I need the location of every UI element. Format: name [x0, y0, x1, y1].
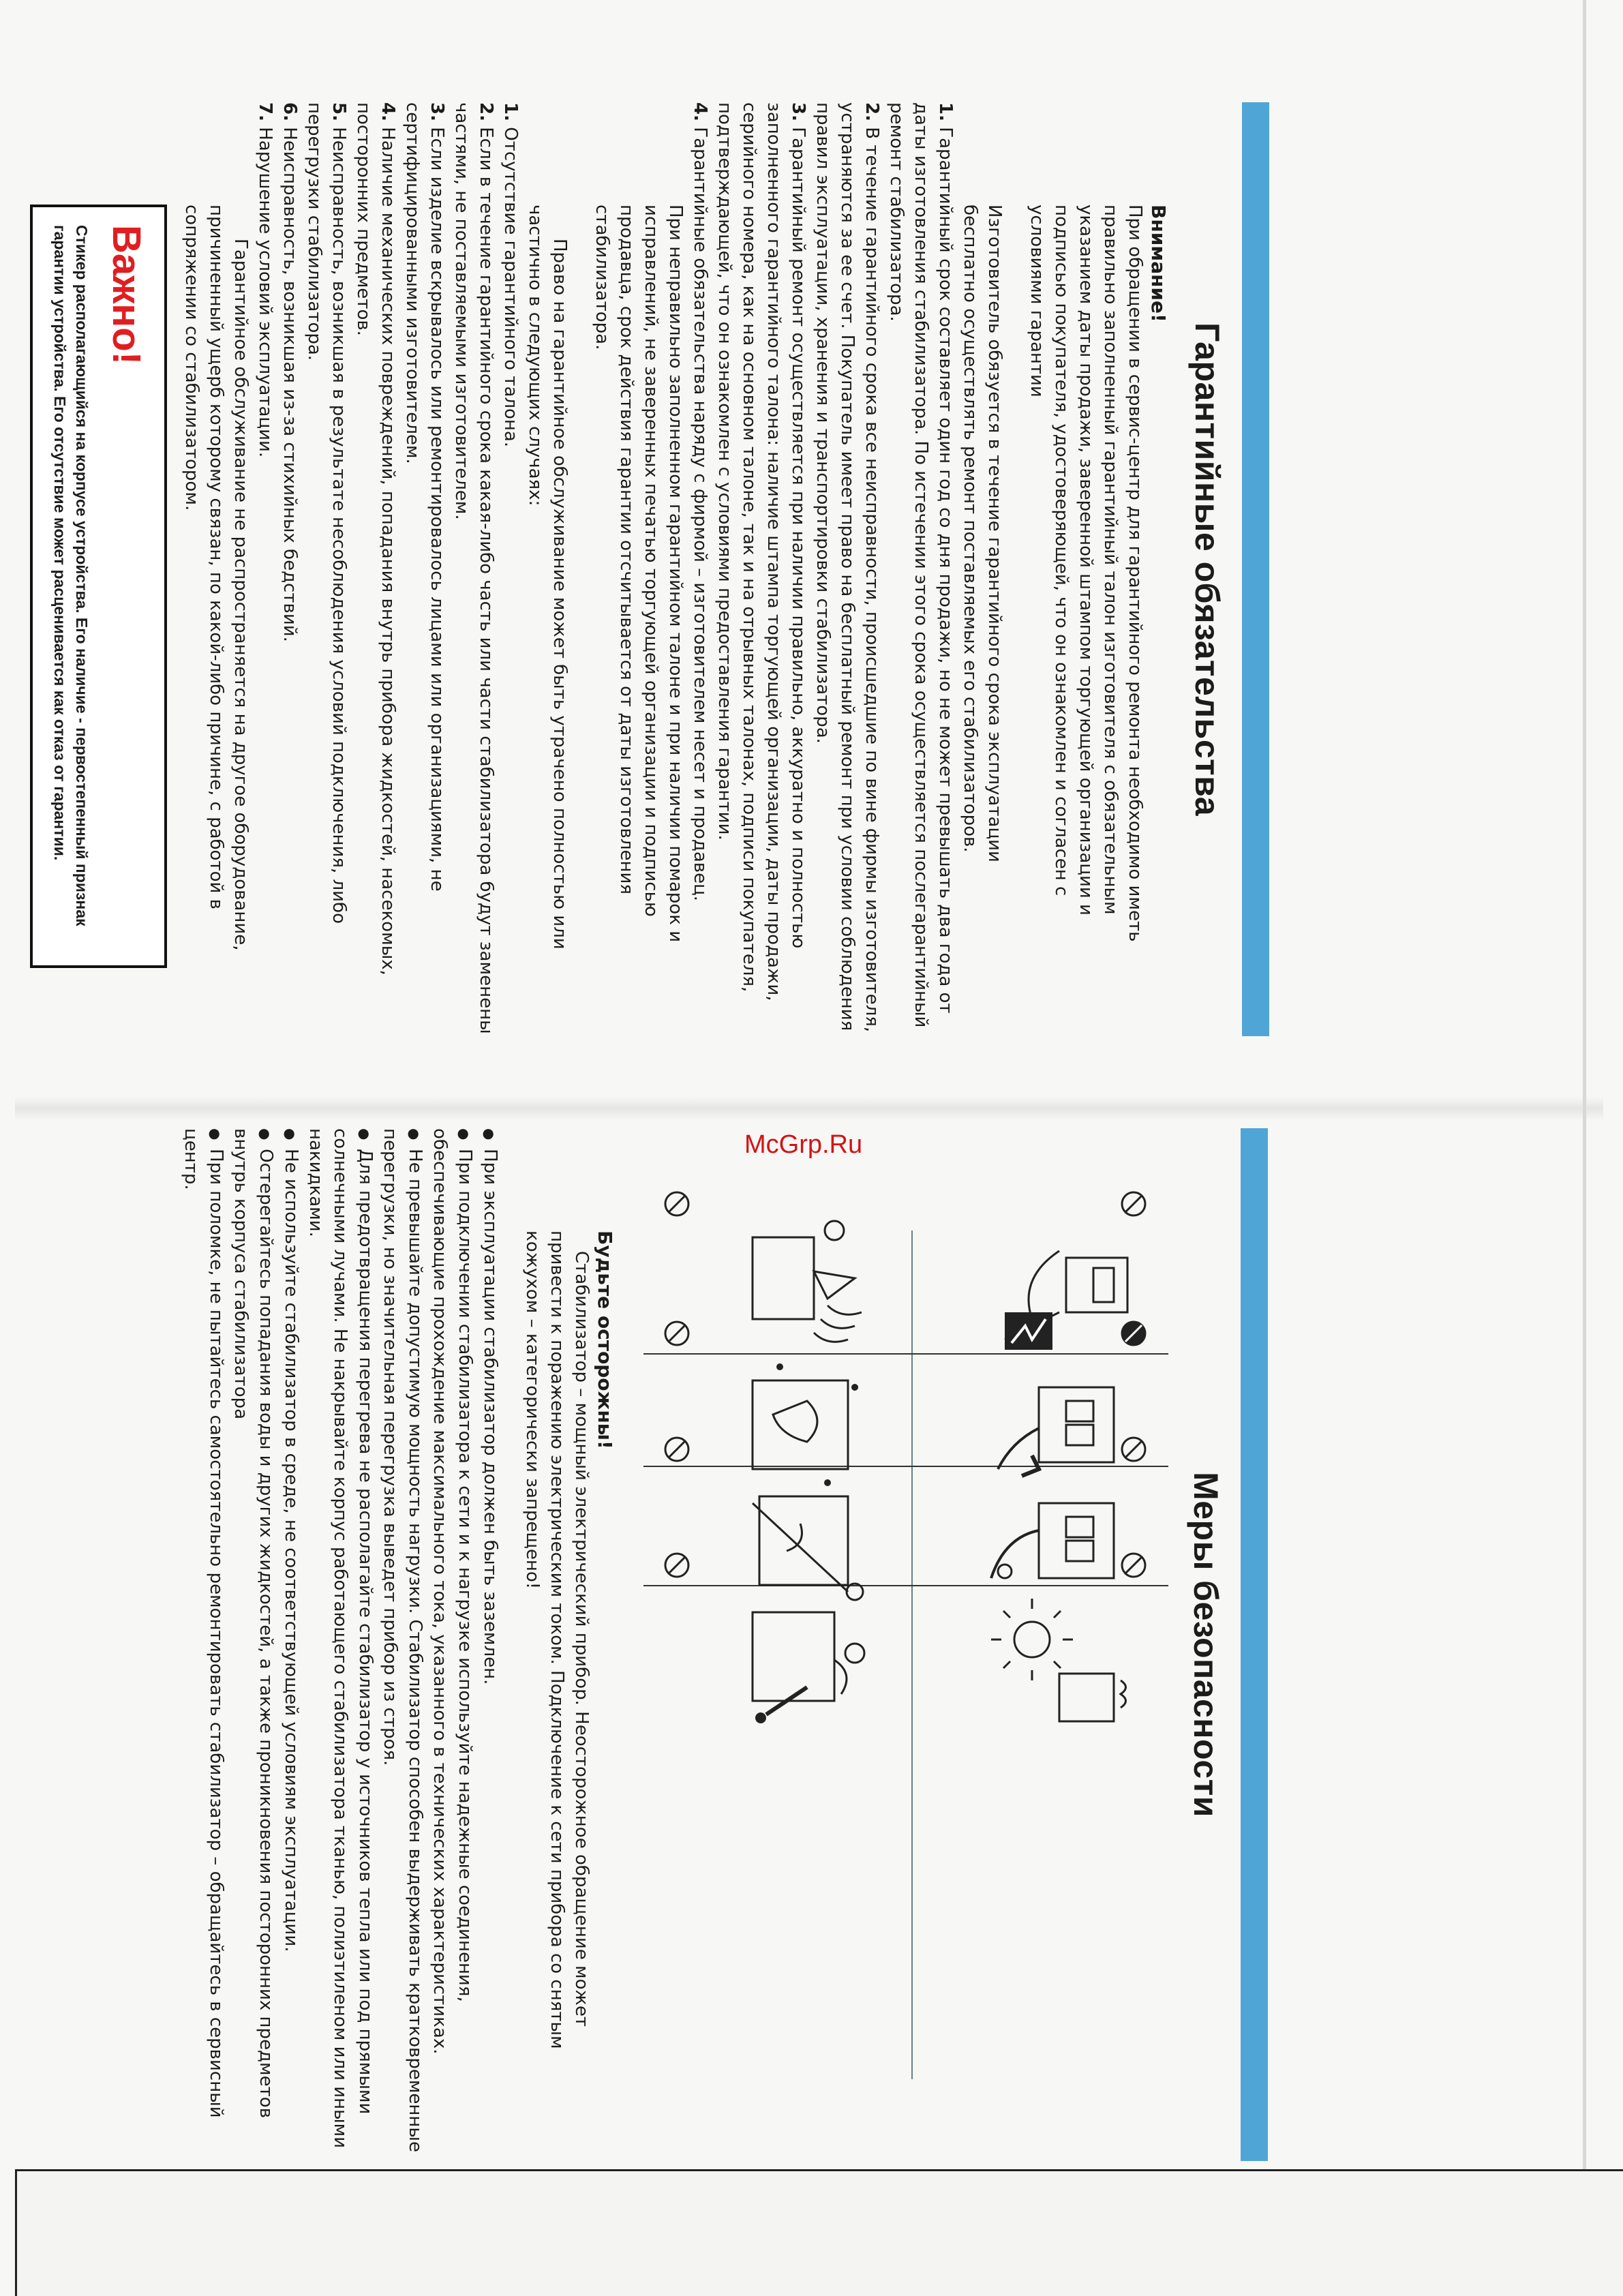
warranty-title: Гарантийные обязательства	[1188, 322, 1226, 817]
term-item	[810, 102, 884, 1036]
term-number: 3.	[788, 102, 808, 121]
do-not-spill-liquid-icon	[718, 1210, 882, 1363]
term-number: 2.	[862, 102, 882, 121]
term-item	[688, 102, 712, 1036]
case-text: Если в течение гарантийного срока какая-либо часть или части стабилизатора будут заменены частями, не поставляемыми изготовителем.	[451, 102, 496, 1034]
rule-item: ● Остерегайтесь попадания воды и других жидкостей, а также проникновения посторонних предметов внутрь корпуса стабилизатора	[228, 1128, 278, 2161]
term-text: В течение гарантийного срока все неисправности, происшедшие по вине фирмы изготовителя, устраняются за ее счет. Покупатель имеет право на бесплатный ремонт при условии соблюдения правил эксплуатации, хранения и транспортировки стабилизатора.	[813, 102, 882, 1033]
term-item	[884, 102, 958, 1036]
page-fold	[15, 1096, 1603, 1121]
case-item	[253, 102, 277, 1036]
attention-text: При обращении в сервис-центр для гарантийного ремонта необходимо иметь правильно заполненный гарантийный талон изготовителя с обязательным указанием даты продажи, заверенной штампом торгующей организации и подписью покупателя, удостоверяющей, что он ознакомлен и согласен с условиями гарантии	[1027, 205, 1145, 942]
case-text: Если изделие вскрывалось или ремонтировалось лицами или организациями, не сертифицированными изготовителем.	[402, 102, 447, 892]
rule-item: ● Не используйте стабилизатор в среде, не соответствующей условиям эксплуатации.	[278, 1128, 303, 2161]
prohibition-sign-icon	[1119, 1551, 1148, 1580]
term-text: Гарантийный срок составляет один год со дня продажи, но не может превышать два года от даты изготовления стабилизатора. По истечении этого срока осуществляется послегарантийный ремонт стабилизатора.	[886, 102, 956, 1028]
safety-title: Меры безопасности	[1187, 1472, 1225, 1817]
prohibition-sign-icon	[1119, 1190, 1148, 1218]
case-number: 7.	[255, 102, 275, 121]
term-text: Гарантийные обязательства наряду с фирмой – изготовителем несет и продавец.	[690, 127, 710, 902]
important-text: Стикер располагающийся на корпусе устройства. Его наличие - первостепенный признак гарантии устройства. Его отсутствие может расценивается как отказ от гарантии.	[51, 225, 91, 926]
do-not-self-repair-icon	[718, 1585, 882, 1738]
prohibition-sign-icon	[663, 1435, 691, 1464]
prohibition-sign-icon	[663, 1551, 691, 1580]
case-item	[302, 102, 351, 1036]
case-item	[449, 102, 498, 1036]
term-item	[712, 102, 810, 1036]
rule-item: ● При поломке, не пытайтесь самостоятельно ремонтировать стабилизатор – обращайтесь в сервисный центр.	[179, 1128, 228, 2161]
prohibition-sign-icon	[1119, 1319, 1148, 1348]
caution-text: Стабилизатор – мощный электрический прибор. Неосторожное обращение может привести к поражению электрическим током. Подключение к сети прибора со снятым кожухом – категорически запрещено!	[522, 1230, 592, 2049]
case-text: Наличие механических повреждений, попадания внутрь прибора жидкостей, насекомых, посторонних предметов.	[353, 102, 398, 976]
warranty-page	[51, 102, 1269, 1036]
prohibition-sign-icon	[663, 1319, 691, 1348]
case-text: Отсутствие гарантийного талона.	[500, 127, 521, 448]
exclusion-text: Гарантийное обслуживание не распространяется на другое оборудование, причиненный ущерб которому связан, по какой-либо причине, с работой в сопряжении со стабилизатором.	[181, 205, 251, 951]
case-number: 4.	[378, 102, 398, 121]
rule-item: ● При эксплуатации стабилизатор должен быть заземлен.	[477, 1128, 502, 2161]
term-text: Гарантийный ремонт осуществляется при наличии правильно, аккуратно и полностью заполненного гарантийного талона: наличие штампа торгующей организации, даты продажи, серийного номера, как на основном талоне, так и на отрывных талонах, подписи покупателя, подтверждающей, что он ознакомлен с условиями предоставления гарантии.	[714, 102, 808, 1001]
case-number: 5.	[329, 102, 349, 121]
important-title: Важно!	[104, 225, 149, 365]
do-not-cut-cord-icon	[977, 1210, 1141, 1363]
warranty-intro: Изготовитель обязуется в течение гарантийного срока эксплуатации бесплатно осуществлять ремонт поставляемых его стабилизаторов.	[960, 205, 1005, 862]
case-number: 2.	[476, 102, 496, 121]
prohibition-sign-icon	[663, 1190, 691, 1218]
rule-item: ● Не превышайте допустимую мощность нагрузки. Стабилизатор способен выдерживать кратковременные перегрузки, но значительная перегрузка выведет прибор из строя.	[378, 1128, 427, 2161]
caution-title: Будьте осторожны!	[594, 1230, 616, 1449]
prohibition-sign-icon	[1119, 1435, 1148, 1464]
case-number: 6.	[279, 102, 300, 121]
header-band	[1241, 1128, 1268, 2161]
case-text: Неисправность, возникшая из-за стихийных бедствий.	[279, 127, 300, 642]
case-text: Нарушение условий эксплуатации.	[255, 127, 275, 458]
scan-right-edge	[1583, 0, 1586, 2169]
safety-rules	[179, 1128, 502, 2161]
case-item	[351, 102, 400, 1036]
term-number: 1.	[935, 102, 956, 121]
case-item	[498, 102, 523, 1036]
rule-item: ● При подключении стабилизатора к сети и к нагрузке используйте надежные соединения, обеспечивающие прохождение максимального тока, указанного в технических характеристиках.	[427, 1128, 477, 2161]
case-item	[277, 102, 302, 1036]
watermark: McGrp.Ru	[744, 1130, 863, 1159]
lost-intro: Право на гарантийное обслуживание может быть утрачено полностью или частично в следующих случаях:	[525, 205, 570, 950]
term-number: 4.	[690, 102, 710, 121]
case-item	[400, 102, 449, 1036]
lost-cases	[253, 102, 523, 1036]
rule-item: ● Для предотвращения перегрева не располагайте стабилизатор у источников тепла или под прямыми солнечными лучами. Не накрывайте корпус работающего стабилизатора тканью, полиэтиленом или иными накидками.	[303, 1128, 378, 2161]
safety-icon-grid	[643, 1230, 1168, 2079]
warranty-terms	[688, 102, 958, 1036]
scan-sheet-edge	[15, 2169, 1623, 2296]
case-number: 3.	[427, 102, 447, 121]
terms-note: При неправильно заполненном гарантийном талоне и при наличии помарок и исправлений, не заверенных печатью торгующей организации и подписью продавца, срок действия гарантии отсчитывается от даты изготовления стабилизатора.	[592, 205, 686, 943]
case-text: Неисправность, возникшая в результате несоблюдения условий подключения, либо перегрузки стабилизатора.	[304, 102, 349, 924]
important-box	[30, 205, 167, 968]
safety-page	[106, 1128, 1268, 2161]
grid-divider	[911, 1230, 913, 2079]
do-not-place-in-sun-icon	[977, 1585, 1141, 1738]
attention-title: Внимание!	[1147, 205, 1170, 322]
header-band	[1242, 102, 1269, 1036]
case-number: 1.	[500, 102, 521, 121]
